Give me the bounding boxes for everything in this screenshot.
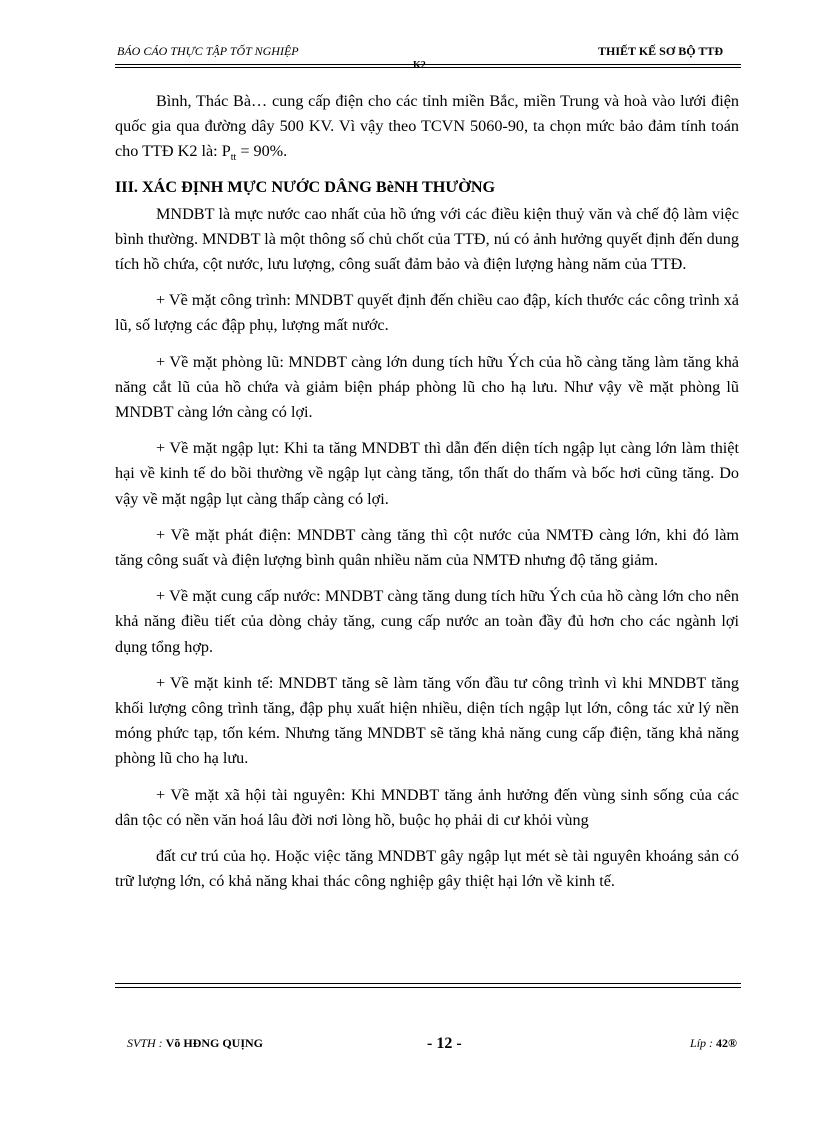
section-heading: III. XÁC ĐỊNH MỰC NƯỚC DÂNG BèNH THƯỜNG <box>115 177 496 196</box>
footer-rule-bottom <box>115 987 741 988</box>
footer-rule-top <box>115 983 741 984</box>
page-body <box>115 89 739 905</box>
header-rule-bottom <box>115 67 741 68</box>
header-sub-label: K2 <box>413 60 426 71</box>
header-section-title: THIẾT KẾ SƠ BỘ TTĐ <box>598 44 723 58</box>
paragraph-water-supply: + Về mặt cung cấp nước: MNDBT càng tăng dung tích hữu Ých của hồ càng lớn cho nên khả năng điều tiết của dòng chảy tăng, cung cấp nước an toàn đầy đủ hơn cho các ngành lợi dụng tổng hợp. <box>115 587 739 656</box>
footer-student: SVTH : Võ HĐNG QUỊNG <box>127 1036 264 1050</box>
paragraph-mndbt-definition: MNDBT là mực nước cao nhất của hồ ứng với các điều kiện thuỷ văn và chế độ làm việc bình thường. MNDBT là một thông số chủ chốt của TTĐ, nú có ảnh hưởng quyết định đến dung tích hồ chứa, cột nước, lưu lượng, công suất đảm bảo và điện lượng hàng năm của TTĐ. <box>115 204 739 274</box>
paragraph-flood-control: + Về mặt phòng lũ: MNDBT càng lớn dung tích hữu Ých của hồ càng tăng làm tăng khả năng cắt lũ của hồ chứa và giảm biện pháp phòng lũ cho hạ lưu. Như vậy về mặt phòng lũ MNDBT càng lớn càng có lợi. <box>115 352 739 422</box>
page-header <box>115 44 741 64</box>
paragraph-social-resources: + Về mặt xã hội tài nguyên: Khi MNDBT tăng ảnh hưởng đến vùng sinh sống của các dân tộc có nền văn hoá lâu đời nơi lòng hồ, buộc họ phải di cư khỏi vùng <box>115 785 739 829</box>
footer-class: Líp : 42® <box>690 1036 737 1050</box>
paragraph-continuation: Bình, Thác Bà… cung cấp điện cho các tỉnh miền Bắc, miền Trung và hoà vào lưới điện quốc gia qua đường dây 500 KV. Vì vậy theo TCVN 5060-90, ta chọn mức bảo đảm tính toán cho TTĐ K2 là: $P_{tt} = 90\%$. <box>115 92 739 164</box>
header-report-title: BÁO CÁO THỰC TẬP TỐT NGHIỆP <box>117 44 299 58</box>
paragraph-economics: + Về mặt kinh tế: MNDBT tăng sẽ làm tăng vốn đầu tư công trình vì khi MNDBT tăng khối lượng công trình tăng, đập phụ xuất hiện nhiều, diện tích ngập lụt lớn, công tác xử lý nền móng phức tạp, tốn kém. Nhưng tăng MNDBT sẽ tăng khả năng cung cấp điện, tăng khả năng phòng lũ cho hạ lưu. <box>115 673 739 768</box>
header-rule-top <box>115 64 741 65</box>
paragraph-construction: + Về mặt công trình: MNDBT quyết định đến chiều cao đập, kích thước các công trình xả lũ, số lượng các đập phụ, lượng mất nước. <box>115 291 739 335</box>
paragraph-flooding: + Về mặt ngập lụt: Khi ta tăng MNDBT thì dẫn đến diện tích ngập lụt càng lớn làm thiệt hại về kinh tế do bồi thường về ngập lụt càng tăng, tổn thất do thấm và bốc hơi cũng tăng. Do vậy về mặt ngập lụt càng thấp càng có lợi. <box>115 439 739 508</box>
page-footer <box>115 1036 741 1058</box>
page-number: - 12 - <box>427 1035 462 1052</box>
paragraph-power-generation: + Về mặt phát điện: MNDBT càng tăng thì cột nước của NMTĐ càng lớn, khi đó làm tăng công suất và điện lượng bình quân nhiều năm của NMTĐ nhưng độ tăng giảm. <box>115 525 739 570</box>
paragraph-social-resources-cont: đất cư trú của họ. Hoặc việc tăng MNDBT gây ngập lụt mét sè tài nguyên khoáng sản có trữ lượng lớn, có khả năng khai thác công nghiệp gây thiệt hại lớn về kinh tế. <box>115 847 739 891</box>
